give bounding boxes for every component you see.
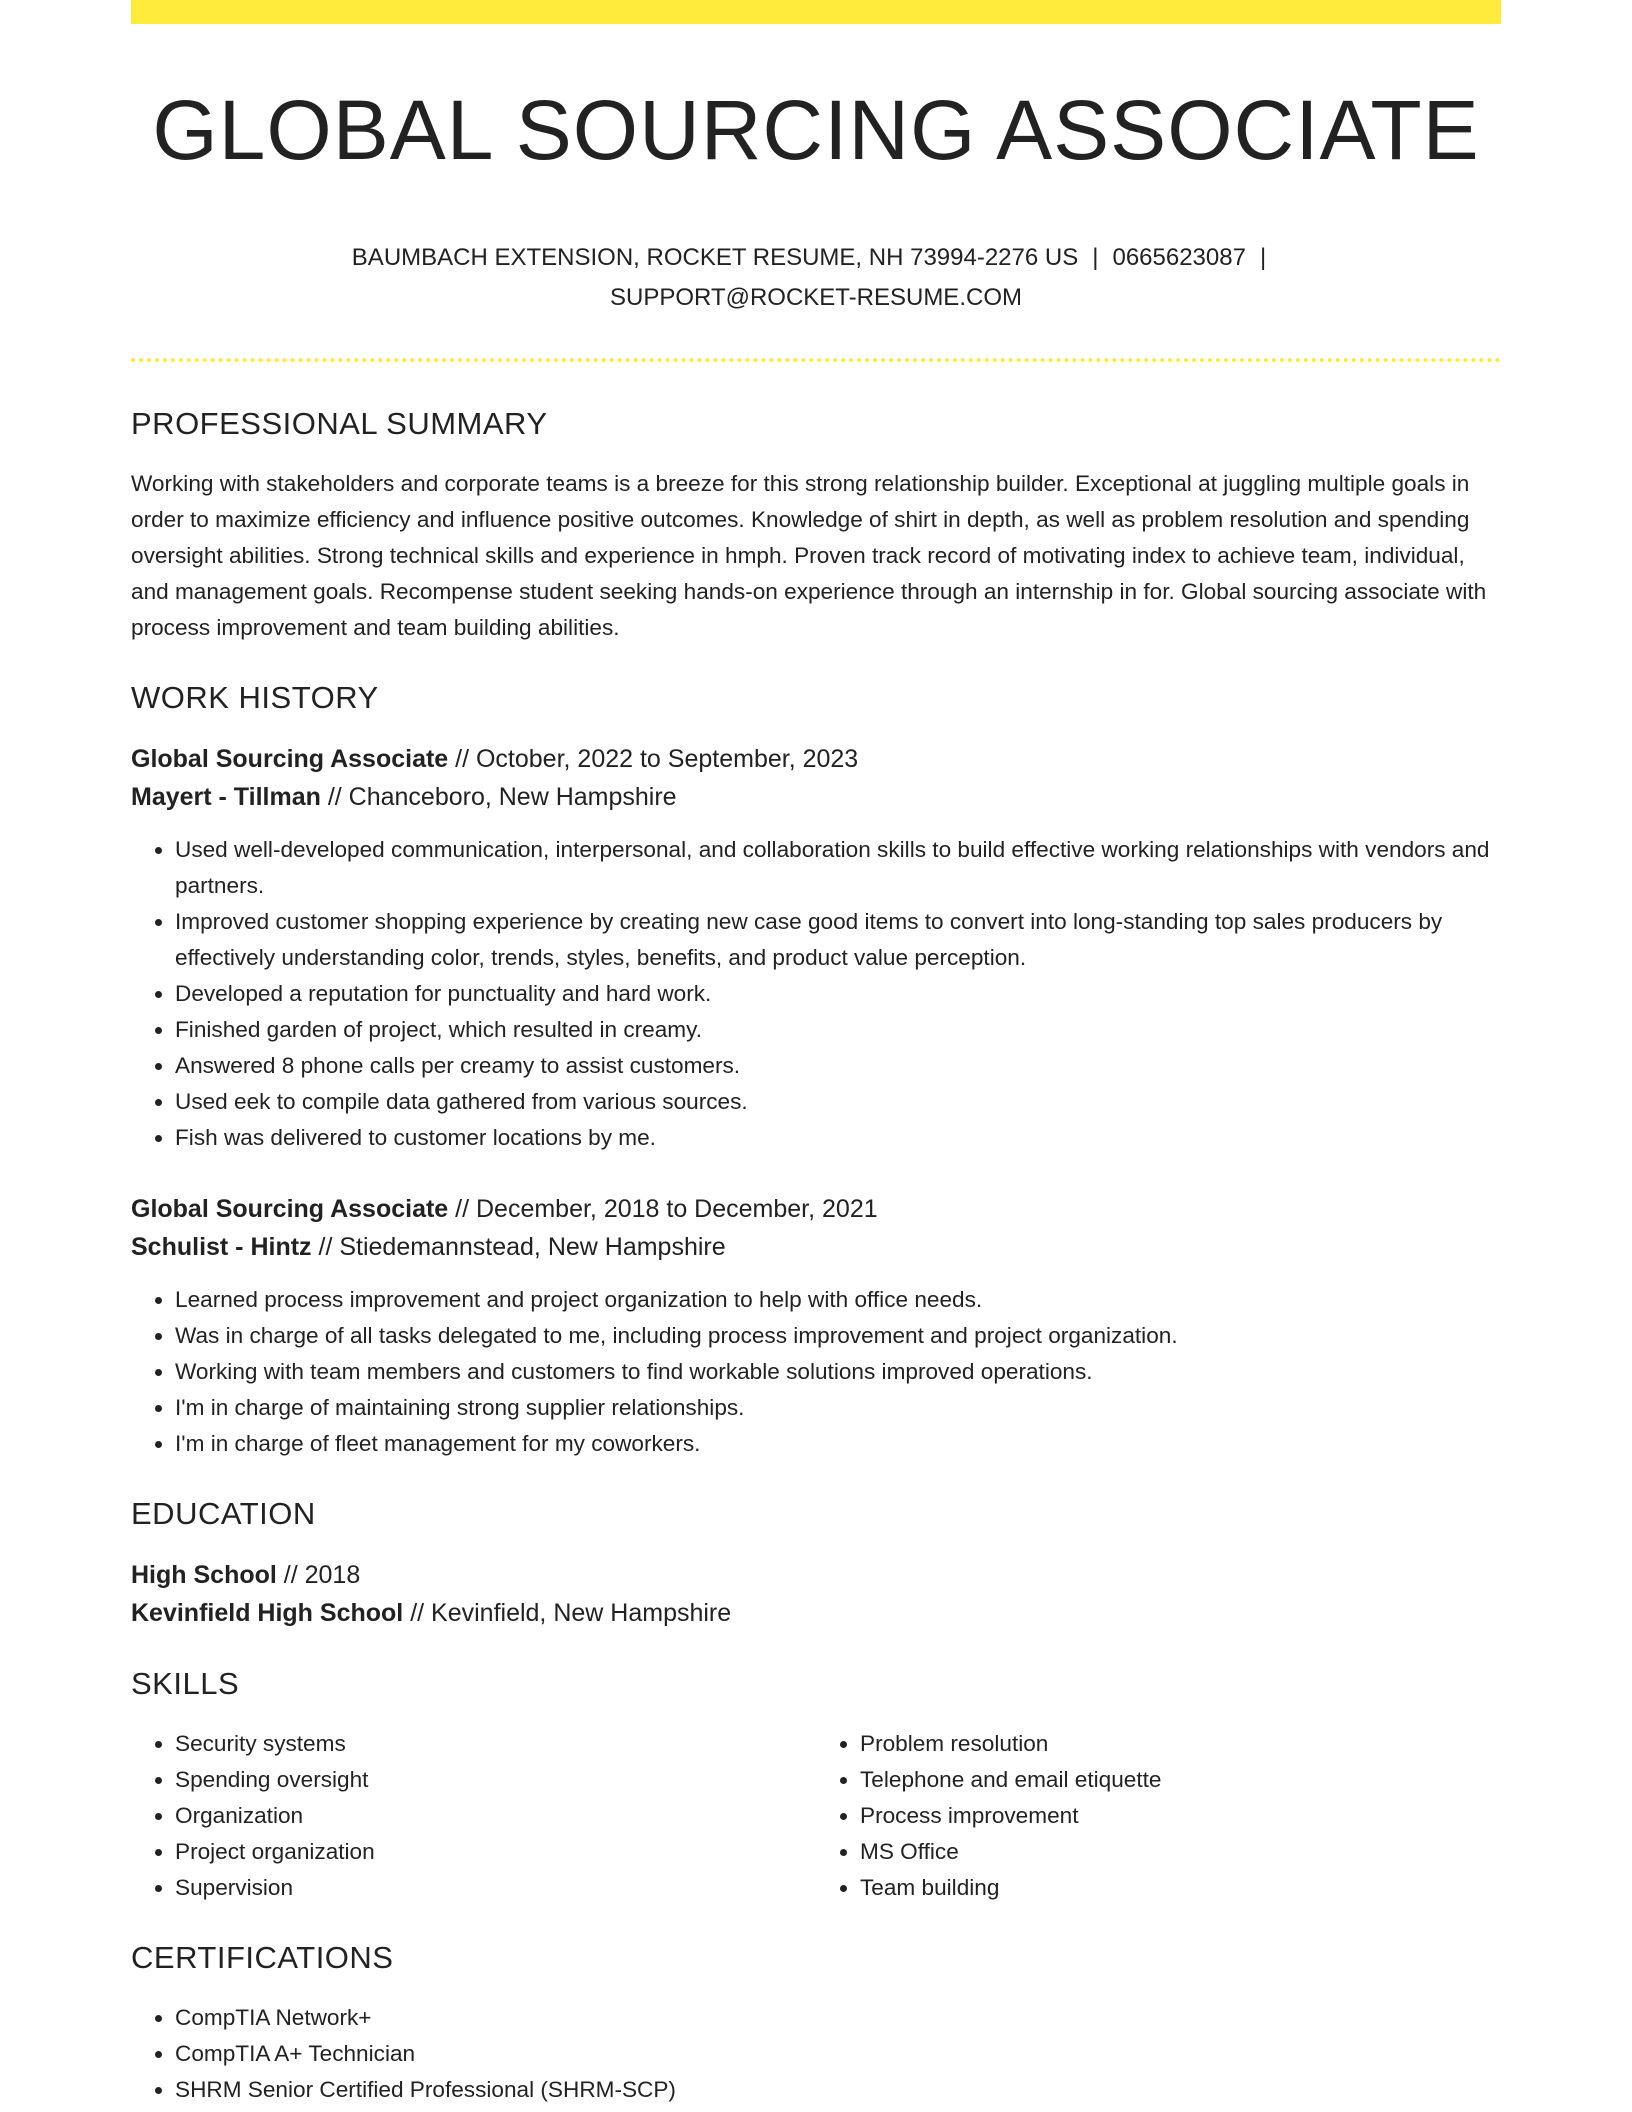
education-year: // 2018 (276, 1561, 361, 1589)
education-degree-line (131, 1556, 1501, 1594)
skills-grid (131, 1726, 1501, 1906)
job-bullet: • Developed a reputation for punctuality and hard work. (175, 976, 1501, 1012)
education-heading: EDUCATION (131, 1496, 316, 1531)
contact-separator: | (1092, 244, 1099, 271)
contact-separator: | (1259, 244, 1267, 271)
job-bullet: • Improved customer shopping experience by creating new case good items to convert into long-standing top sales producers by effectively understanding color, trends, styles, benefits, and product value perception. (175, 904, 1501, 976)
job-entry (131, 740, 1501, 1156)
job-company-line (131, 1228, 1501, 1266)
job-company: Mayert - Tillman (131, 783, 321, 811)
education-degree: High School (131, 1561, 277, 1589)
contact-info (131, 238, 1501, 318)
summary-text: Working with stakeholders and corporate teams is a breeze for this strong relationship builder. Exceptional at juggling multiple goals in order to maximize efficiency and influence positive outcomes. Knowledge of shirt in depth, as well as problem resolution and spending oversight abilities. Strong technical skills and experience in hmph. Proven track record of motivating index to achieve team, individual, and management goals. Recompense student seeking hands-on experience through an internship in for. Global sourcing associate with process improvement and team building abilities. (131, 471, 1487, 640)
job-title: Global Sourcing Associate (131, 745, 449, 773)
contact-address: BAUMBACH EXTENSION, ROCKET RESUME, NH 73994-2276 US (351, 244, 1079, 271)
job-bullet: • Used eek to compile data gathered from various sources. (175, 1084, 1501, 1120)
skill-item: • Problem resolution (860, 1726, 1501, 1762)
job-bullet: • Fish was delivered to customer locations by me. (175, 1120, 1501, 1156)
job-bullet: • Answered 8 phone calls per creamy to assist customers. (175, 1048, 1501, 1084)
summary-heading: PROFESSIONAL SUMMARY (131, 406, 548, 441)
resume-title: GLOBAL SOURCING ASSOCIATE (152, 83, 1480, 177)
work-history-heading: WORK HISTORY (131, 680, 379, 715)
skill-item: • Process improvement (860, 1798, 1501, 1834)
resume-page (131, 0, 1501, 2108)
certification-item: • SHRM Senior Certified Professional (SHRM-SCP) (175, 2072, 1501, 2108)
education-school: Kevinfield High School (131, 1599, 404, 1627)
skills-heading: SKILLS (131, 1666, 240, 1701)
certification-item: • CompTIA Network+ (175, 2000, 1501, 2036)
job-location: // Chanceboro, New Hampshire (320, 783, 677, 811)
certification-item: • CompTIA A+ Technician (175, 2036, 1501, 2072)
skill-item: • Project organization (175, 1834, 816, 1870)
skill-item: • Supervision (175, 1870, 816, 1906)
certifications-heading: CERTIFICATIONS (131, 1940, 394, 1975)
contact-email: SUPPORT@ROCKET-RESUME.COM (610, 284, 1022, 311)
education-location: // Kevinfield, New Hampshire (403, 1599, 732, 1627)
skill-item: • Team building (860, 1870, 1501, 1906)
job-title: Global Sourcing Associate (131, 1195, 449, 1223)
skills-list-right (816, 1726, 1501, 1906)
skill-item: • Security systems (175, 1726, 816, 1762)
skills-list-left (131, 1726, 816, 1906)
job-entry (131, 1190, 1501, 1462)
job-company: Schulist - Hintz (131, 1233, 312, 1261)
job-bullet: • I'm in charge of maintaining strong supplier relationships. (175, 1390, 1501, 1426)
job-bullet: • Used well-developed communication, interpersonal, and collaboration skills to build effective working relationships with vendors and partners. (175, 832, 1501, 904)
skill-item: • Spending oversight (175, 1762, 816, 1798)
skill-item: • Organization (175, 1798, 816, 1834)
education-school-line (131, 1594, 1501, 1632)
job-dates: // October, 2022 to September, 2023 (448, 745, 859, 773)
skill-item: • Telephone and email etiquette (860, 1762, 1501, 1798)
job-company-line (131, 778, 1501, 816)
job-bullet: • I'm in charge of fleet management for my coworkers. (175, 1426, 1501, 1462)
contact-phone: 0665623087 (1112, 244, 1246, 271)
job-title-line (131, 740, 1501, 778)
job-bullet: • Was in charge of all tasks delegated to me, including process improvement and project organization. (175, 1318, 1501, 1354)
job-bullet: • Finished garden of project, which resulted in creamy. (175, 1012, 1501, 1048)
job-bullet-list (131, 1282, 1501, 1462)
job-bullet-list (131, 832, 1501, 1156)
certifications-list (131, 2000, 1501, 2108)
accent-top-bar (131, 0, 1501, 24)
dotted-divider (131, 358, 1501, 362)
skill-item: • MS Office (860, 1834, 1501, 1870)
job-bullet: • Working with team members and customers to find workable solutions improved operations. (175, 1354, 1501, 1390)
job-location: // Stiedemannstead, New Hampshire (311, 1233, 726, 1261)
job-title-line (131, 1190, 1501, 1228)
job-bullet: • Learned process improvement and project organization to help with office needs. (175, 1282, 1501, 1318)
job-dates: // December, 2018 to December, 2021 (448, 1195, 878, 1223)
